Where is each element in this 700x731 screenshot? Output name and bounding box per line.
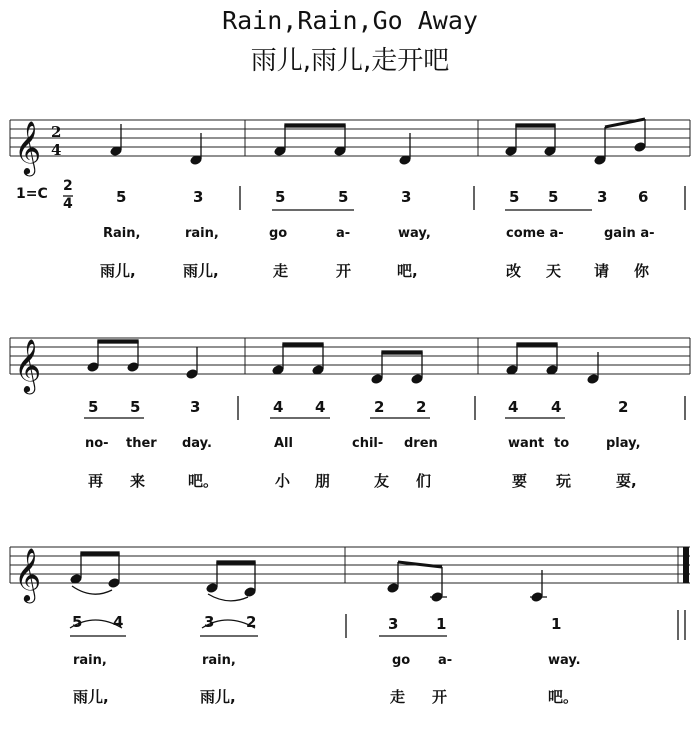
lyric-english: to — [554, 436, 570, 451]
jianpu-note: 6 — [638, 188, 649, 206]
lyric-chinese: 改 — [506, 262, 522, 280]
jianpu-note: 5 — [88, 398, 99, 416]
jianpu-note: 3 — [193, 188, 204, 206]
lyric-english: dren — [404, 436, 438, 451]
jianpu-note: 1 — [551, 615, 562, 633]
lyric-chinese: 吧。 — [188, 472, 219, 490]
jianpu-note: 5 — [548, 188, 559, 206]
lyric-chinese: 朋 — [315, 472, 331, 490]
jianpu-note: 4 — [551, 398, 562, 416]
lyric-chinese: 小 — [275, 472, 291, 490]
jianpu-note: 3 — [204, 613, 215, 631]
jianpu-note: 4 — [273, 398, 284, 416]
jianpu-note: 3 — [190, 398, 201, 416]
jianpu-note: 5 — [275, 188, 286, 206]
lyric-chinese: 你 — [634, 262, 650, 280]
lyric-chinese: 吧。 — [548, 688, 579, 706]
jianpu-note: 2 — [416, 398, 427, 416]
jianpu-note: 5 — [116, 188, 127, 206]
lyric-chinese: 友 — [374, 472, 390, 490]
lyric-english: a- — [438, 653, 453, 668]
lyric-chinese: 要 — [512, 472, 528, 490]
lyric-english: rain, — [202, 653, 236, 668]
lyric-english: come a- — [506, 226, 564, 241]
lyric-chinese: 雨儿, — [183, 262, 219, 280]
lyric-english: no- — [85, 436, 109, 451]
lyric-english: gain a- — [604, 226, 655, 241]
time-signature-bottom: 4 — [63, 196, 73, 212]
lyric-chinese: 走 — [273, 262, 289, 280]
lyric-english: chil- — [352, 436, 384, 451]
lyric-chinese: 走 — [390, 688, 406, 706]
lyric-english: day. — [182, 436, 212, 451]
jianpu-note: 1 — [436, 615, 447, 633]
svg-text:4: 4 — [51, 141, 62, 159]
jianpu-note: 4 — [113, 613, 124, 631]
jianpu-note: 4 — [315, 398, 326, 416]
lyric-english: Rain, — [103, 226, 141, 241]
time-signature — [51, 123, 61, 159]
jianpu-note: 5 — [130, 398, 141, 416]
lyric-chinese: 玩 — [556, 472, 572, 490]
lyric-chinese: 来 — [130, 472, 146, 490]
staff-lines — [10, 120, 690, 583]
lyric-english: go — [269, 226, 288, 241]
song-title: Rain,Rain,Go Away — [222, 6, 478, 35]
time-signature-top: 2 — [63, 178, 73, 194]
jianpu-note: 5 — [338, 188, 349, 206]
notes — [70, 119, 649, 602]
jianpu-note: 2 — [246, 613, 257, 631]
lyric-chinese: 耍, — [616, 472, 637, 490]
lyric-english: go — [392, 653, 411, 668]
lyric-english: ther — [126, 436, 157, 451]
svg-text:𝄞: 𝄞 — [14, 120, 42, 174]
lyric-chinese: 雨儿, — [73, 688, 109, 706]
lyric-english: a- — [336, 226, 351, 241]
lyric-english: way, — [398, 226, 431, 241]
lyric-english: rain, — [185, 226, 219, 241]
jianpu-note: 5 — [72, 613, 83, 631]
slurs — [70, 586, 255, 628]
jianpu-note: 4 — [508, 398, 519, 416]
svg-text:2: 2 — [51, 123, 62, 141]
lyric-chinese: 们 — [416, 472, 432, 490]
svg-text:𝄞: 𝄞 — [14, 547, 42, 601]
lyric-chinese: 开 — [432, 688, 448, 706]
jianpu-note: 2 — [618, 398, 629, 416]
lyric-chinese: 雨儿, — [100, 262, 136, 280]
lyric-chinese: 请 — [594, 262, 610, 280]
jianpu-note: 3 — [388, 615, 399, 633]
lyric-chinese: 开 — [336, 262, 352, 280]
jianpu-note: 2 — [374, 398, 385, 416]
jianpu-note: 3 — [597, 188, 608, 206]
lyric-english: play, — [606, 436, 641, 451]
lyric-english: way. — [548, 653, 581, 668]
lyric-chinese: 雨儿, — [200, 688, 236, 706]
lyric-chinese: 吧, — [397, 262, 418, 280]
lyric-english: rain, — [73, 653, 107, 668]
lyric-english: want — [508, 436, 545, 451]
final-barline — [683, 547, 689, 583]
lyric-chinese: 天 — [546, 262, 562, 280]
key-signature: 1=C — [16, 186, 48, 202]
song-subtitle-chinese: 雨儿,雨儿,走开吧 — [250, 46, 450, 76]
jianpu-note: 5 — [509, 188, 520, 206]
lyric-english: All — [274, 436, 293, 451]
lyric-chinese: 再 — [88, 472, 104, 490]
svg-text:𝄞: 𝄞 — [14, 338, 42, 392]
jianpu-note: 3 — [401, 188, 412, 206]
